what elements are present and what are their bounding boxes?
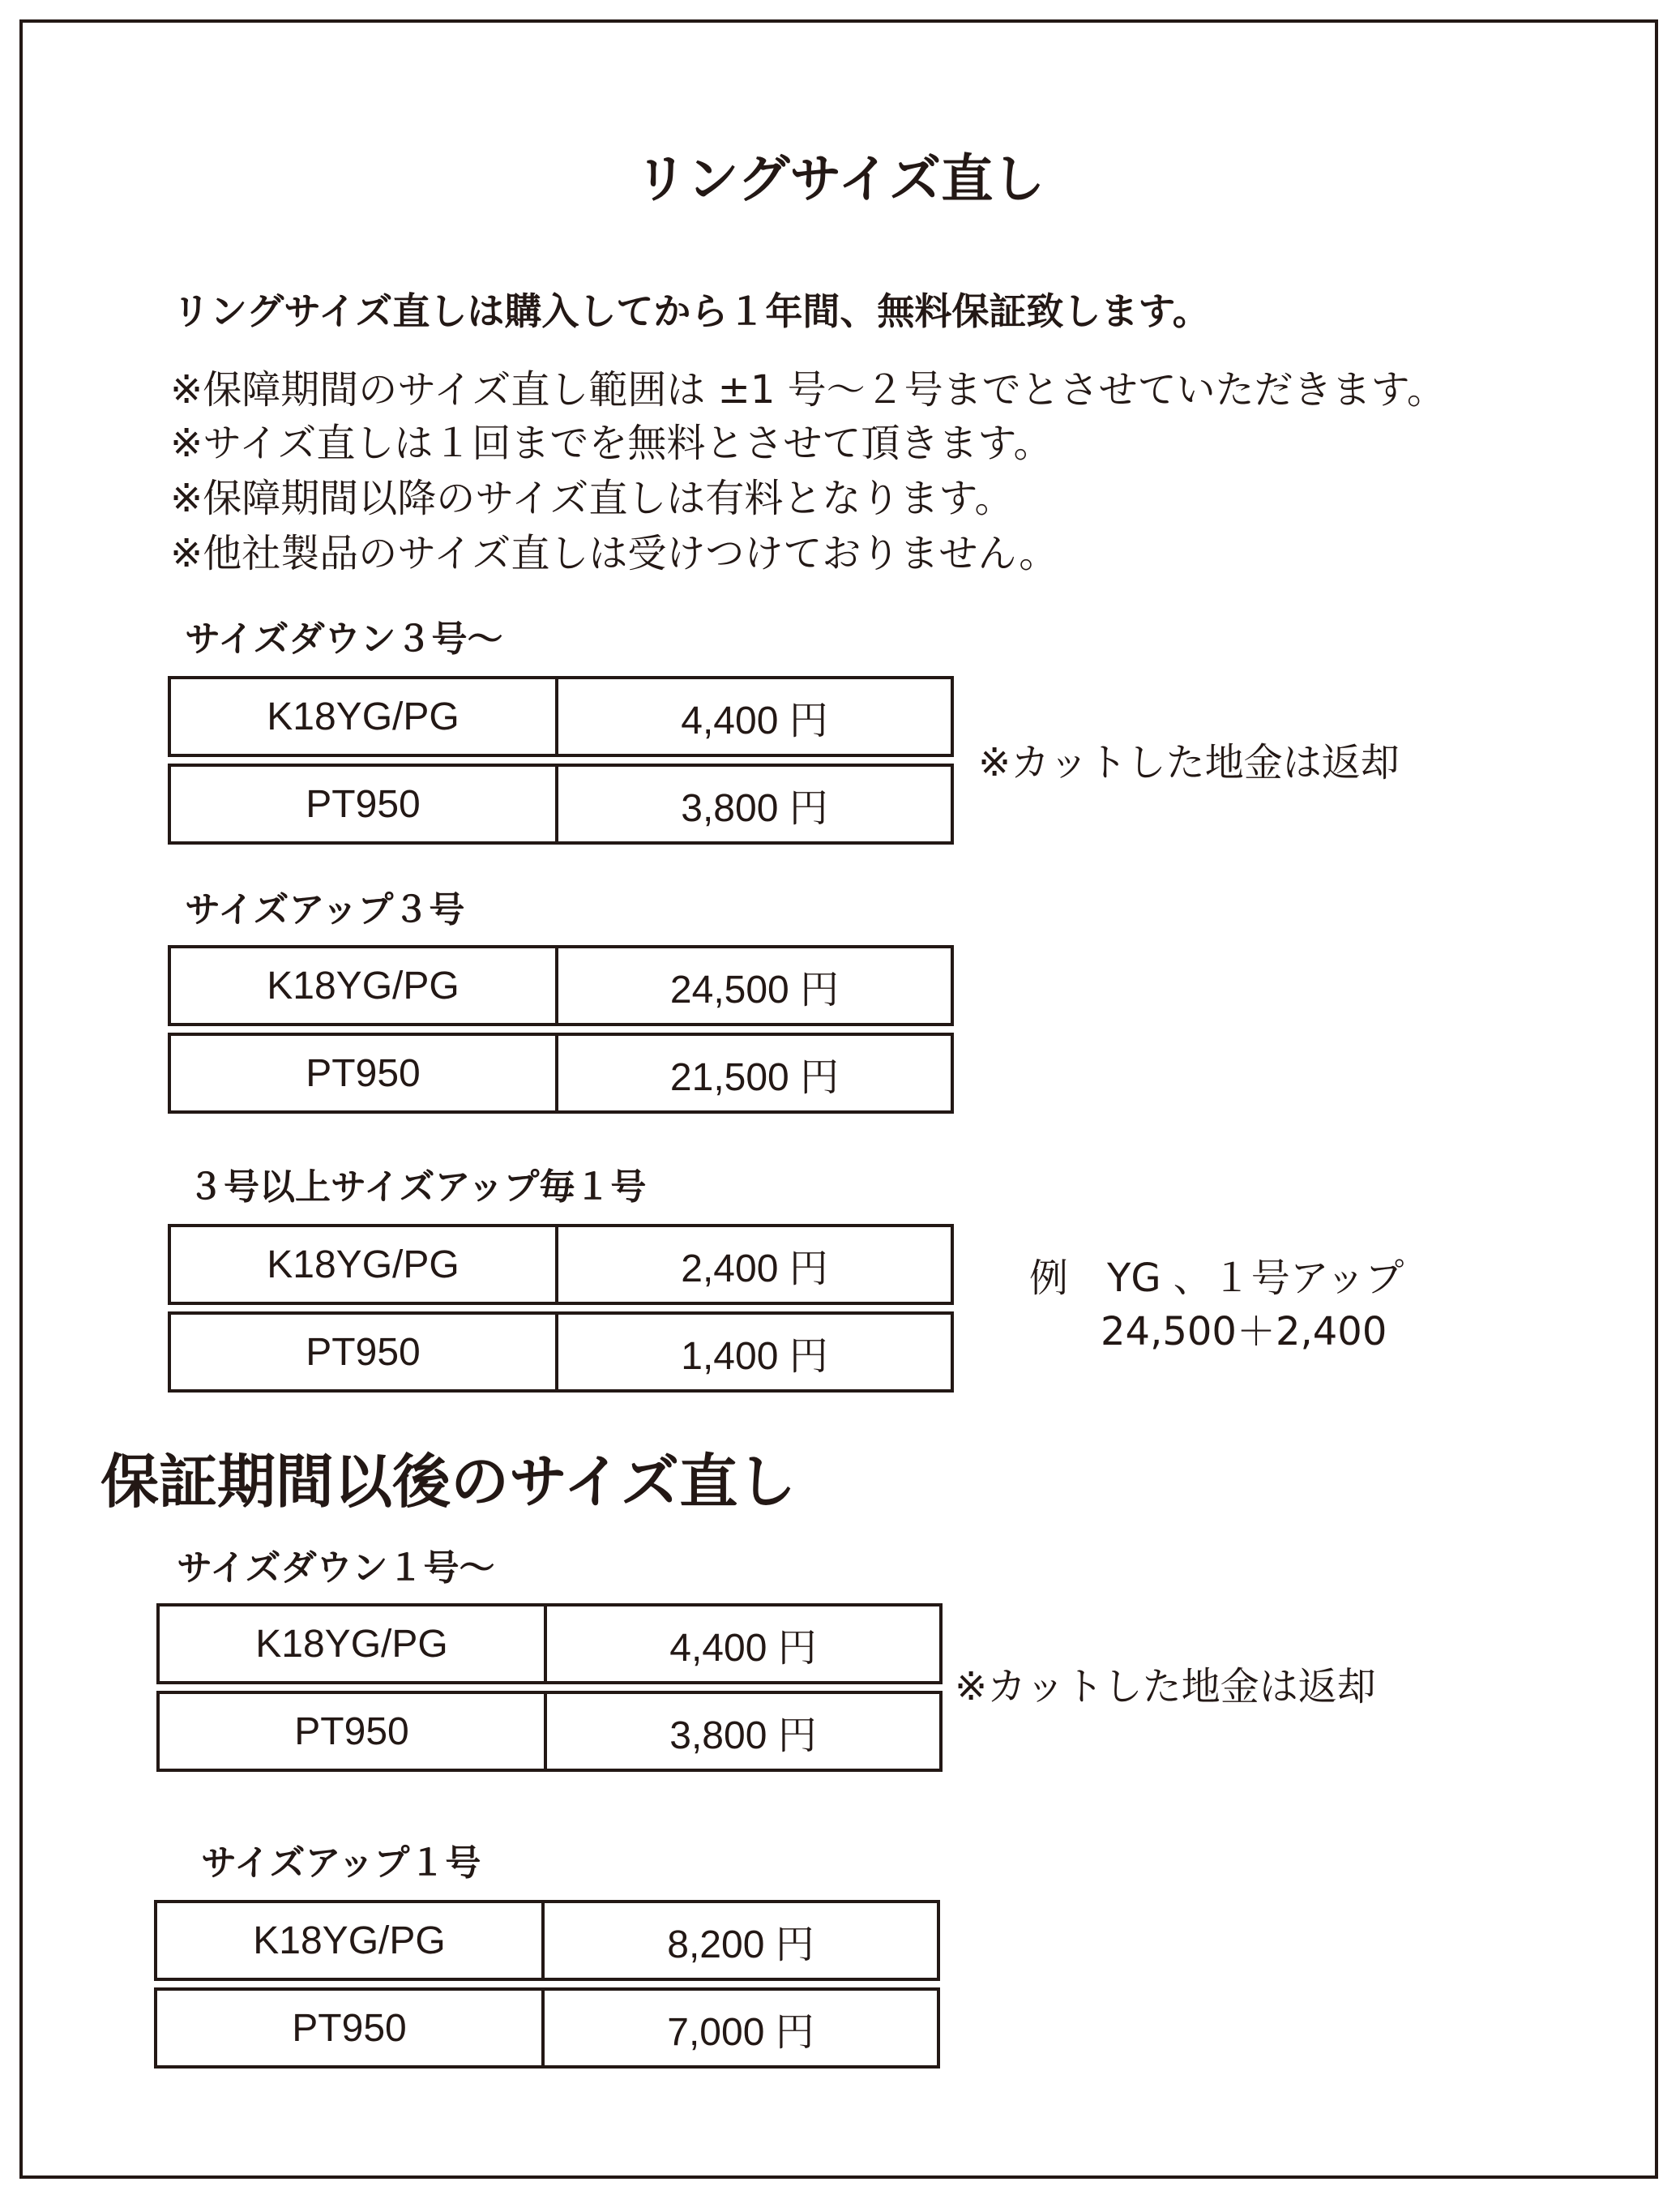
price-cell: 4,400 円 [681, 699, 828, 742]
material-cell: PT950 [160, 1694, 547, 1769]
price-row [168, 1311, 954, 1393]
section-heading: サイズアップ３号 [185, 889, 465, 931]
price-cell: 21,500 円 [669, 1055, 840, 1099]
price-row [168, 764, 954, 845]
price-row [154, 1900, 940, 1981]
material-cell: PT950 [171, 767, 558, 841]
price-row [156, 1691, 943, 1772]
price-row [156, 1603, 943, 1684]
material-cell: K18YG/PG [171, 948, 558, 1023]
material-cell: K18YG/PG [171, 1227, 558, 1302]
price-cell: 24,500 円 [669, 968, 840, 1012]
material-cell: K18YG/PG [171, 679, 558, 754]
price-row [168, 1033, 954, 1114]
price-cell: 2,400 円 [681, 1247, 828, 1290]
example-line: 24,500＋2,400 [1101, 1309, 1387, 1354]
price-cell: 7,000 円 [667, 2010, 814, 2054]
material-cell: K18YG/PG [160, 1606, 547, 1681]
price-row [168, 945, 954, 1026]
price-cell: 3,800 円 [681, 786, 828, 830]
warranty-lead-text: リングサイズ直しは購入してから１年間、無料保証致します。 [173, 289, 1210, 333]
material-cell: K18YG/PG [157, 1903, 545, 1978]
price-cell: 3,800 円 [669, 1713, 817, 1757]
page-title: リングサイズ直し [635, 150, 1045, 210]
price-row [168, 1224, 954, 1305]
note-line: ※サイズ直しは１回までを無料とさせて頂きます。 [170, 421, 1053, 466]
price-cell: 4,400 円 [669, 1626, 817, 1670]
after-warranty-heading: 保証期間以後のサイズ直し [100, 1448, 797, 1516]
price-cell: 8,200 円 [667, 1923, 814, 1966]
material-cell: PT950 [171, 1036, 558, 1110]
price-row [168, 676, 954, 757]
section-heading: サイズアップ１号 [201, 1842, 481, 1884]
note-line: ※保障期間以降のサイズ直しは有料となります。 [170, 476, 1014, 521]
note-line: ※保障期間のサイズ直し範囲は ±1 号～２号までとさせていただきます。 [170, 367, 1446, 413]
return-note: ※カットした地金は返却 [978, 740, 1400, 785]
section-heading: サイズダウン１号～ [177, 1547, 495, 1589]
note-line: ※他社製品のサイズ直しは受けつけておりません。 [170, 531, 1058, 576]
price-row [154, 1987, 940, 2069]
material-cell: PT950 [157, 1991, 545, 2065]
material-cell: PT950 [171, 1315, 558, 1389]
section-heading: サイズダウン３号～ [185, 618, 503, 660]
price-cell: 1,400 円 [681, 1334, 828, 1378]
example-line: 例 YG 、１号アップ [1029, 1256, 1404, 1301]
return-note: ※カットした地金は返却 [955, 1664, 1376, 1709]
section-heading: ３号以上サイズアップ毎１号 [188, 1166, 647, 1208]
